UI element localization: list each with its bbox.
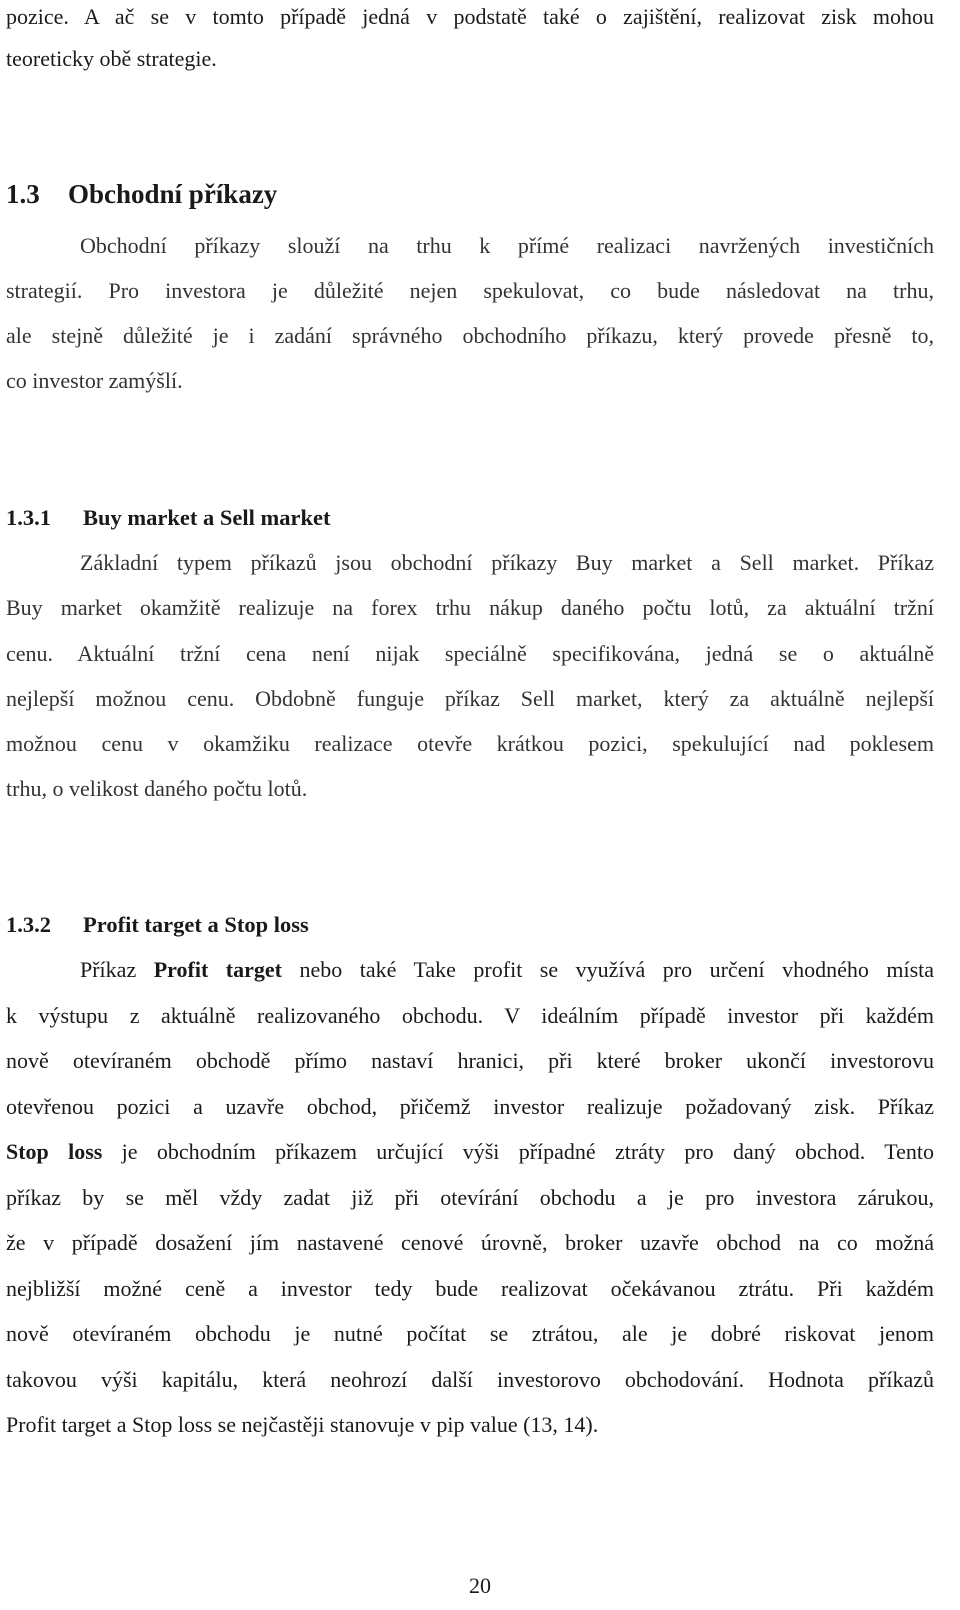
paragraph-line: takovou výši kapitálu, která neohrozí další investorovo obchodování. Hodnota příkazů — [6, 1367, 934, 1392]
text-run: nebo také Take profit se využívá pro určení vhodného místa — [281, 957, 935, 982]
paragraph-line: pozice. A ač se v tomto případě jedná v podstatě také o zajištění, realizovat zisk mohou — [6, 4, 934, 29]
paragraph-line — [6, 1138, 934, 1166]
paragraph-line: trhu, o velikost daného počtu lotů. — [6, 776, 308, 801]
paragraph-line: nejbližší možné ceně a investor tedy bude realizovat očekávanou ztrátu. Při každém — [6, 1276, 934, 1301]
paragraph-line: že v případě dosažení jím nastavené cenové úrovně, broker uzavře obchod na co možná — [6, 1230, 934, 1255]
section-title: Buy market a Sell market — [83, 505, 331, 530]
paragraph-line: nově otevíraném obchodu je nutné počítat se ztrátou, ale je dobré riskovat jenom — [6, 1321, 934, 1346]
paragraph-line: Základní typem příkazů jsou obchodní příkazy Buy market a Sell market. Příkaz — [80, 550, 934, 575]
paragraph-line: nejlepší možnou cenu. Obdobně funguje příkaz Sell market, který za aktuálně nejlepší — [6, 686, 934, 711]
section-number: 1.3.2 — [6, 912, 51, 937]
term-stop-loss: Stop loss — [6, 1139, 103, 1164]
paragraph-line: Obchodní příkazy slouží na trhu k přímé realizaci navržených investičních — [80, 233, 934, 258]
section-title: Obchodní příkazy — [68, 179, 278, 209]
paragraph-line — [80, 956, 934, 984]
paragraph-line: ale stejně důležité je i zadání správného obchodního příkazu, který provede přesně to, — [6, 323, 934, 348]
section-number: 1.3.1 — [6, 505, 51, 530]
paragraph-line: nově otevíraném obchodě přímo nastaví hranici, při které broker ukončí investorovu — [6, 1048, 934, 1073]
paragraph-line: cenu. Aktuální tržní cena není nijak speciálně specifikována, jedná se o aktuálně — [6, 641, 934, 666]
section-number: 1.3 — [6, 179, 40, 209]
paragraph-line: možnou cenu v okamžiku realizace otevře krátkou pozici, spekulující nad poklesem — [6, 731, 934, 756]
paragraph-line: teoreticky obě strategie. — [6, 46, 217, 71]
text-run: Příkaz — [80, 957, 154, 982]
paragraph-line: co investor zamýšlí. — [6, 368, 183, 393]
paragraph-line: Profit target a Stop loss se nejčastěji stanovuje v pip value (13, 14). — [6, 1412, 599, 1437]
section-heading-1-3-1 — [6, 504, 934, 532]
section-title: Profit target a Stop loss — [83, 912, 309, 937]
section-heading-1-3-2 — [6, 911, 934, 939]
paragraph-line: k výstupu z aktuálně realizovaného obchodu. V ideálním případě investor při každém — [6, 1003, 934, 1028]
text-run: je obchodním příkazem určující výši případné ztráty pro daný obchod. Tento — [102, 1139, 934, 1164]
page-number: 20 — [469, 1573, 491, 1598]
paragraph-line: otevřenou pozici a uzavře obchod, přičemž investor realizuje požadovaný zisk. Příkaz — [6, 1094, 934, 1119]
paragraph-line: příkaz by se měl vždy zadat již při otevírání obchodu a je pro investora zárukou, — [6, 1185, 934, 1210]
paragraph-line: Buy market okamžitě realizuje na forex trhu nákup daného počtu lotů, za aktuální tržní — [6, 595, 934, 620]
term-profit-target: Profit target — [153, 957, 282, 982]
paragraph-line: strategií. Pro investora je důležité nejen spekulovat, co bude následovat na trhu, — [6, 278, 934, 303]
section-heading-1-3 — [6, 180, 934, 208]
